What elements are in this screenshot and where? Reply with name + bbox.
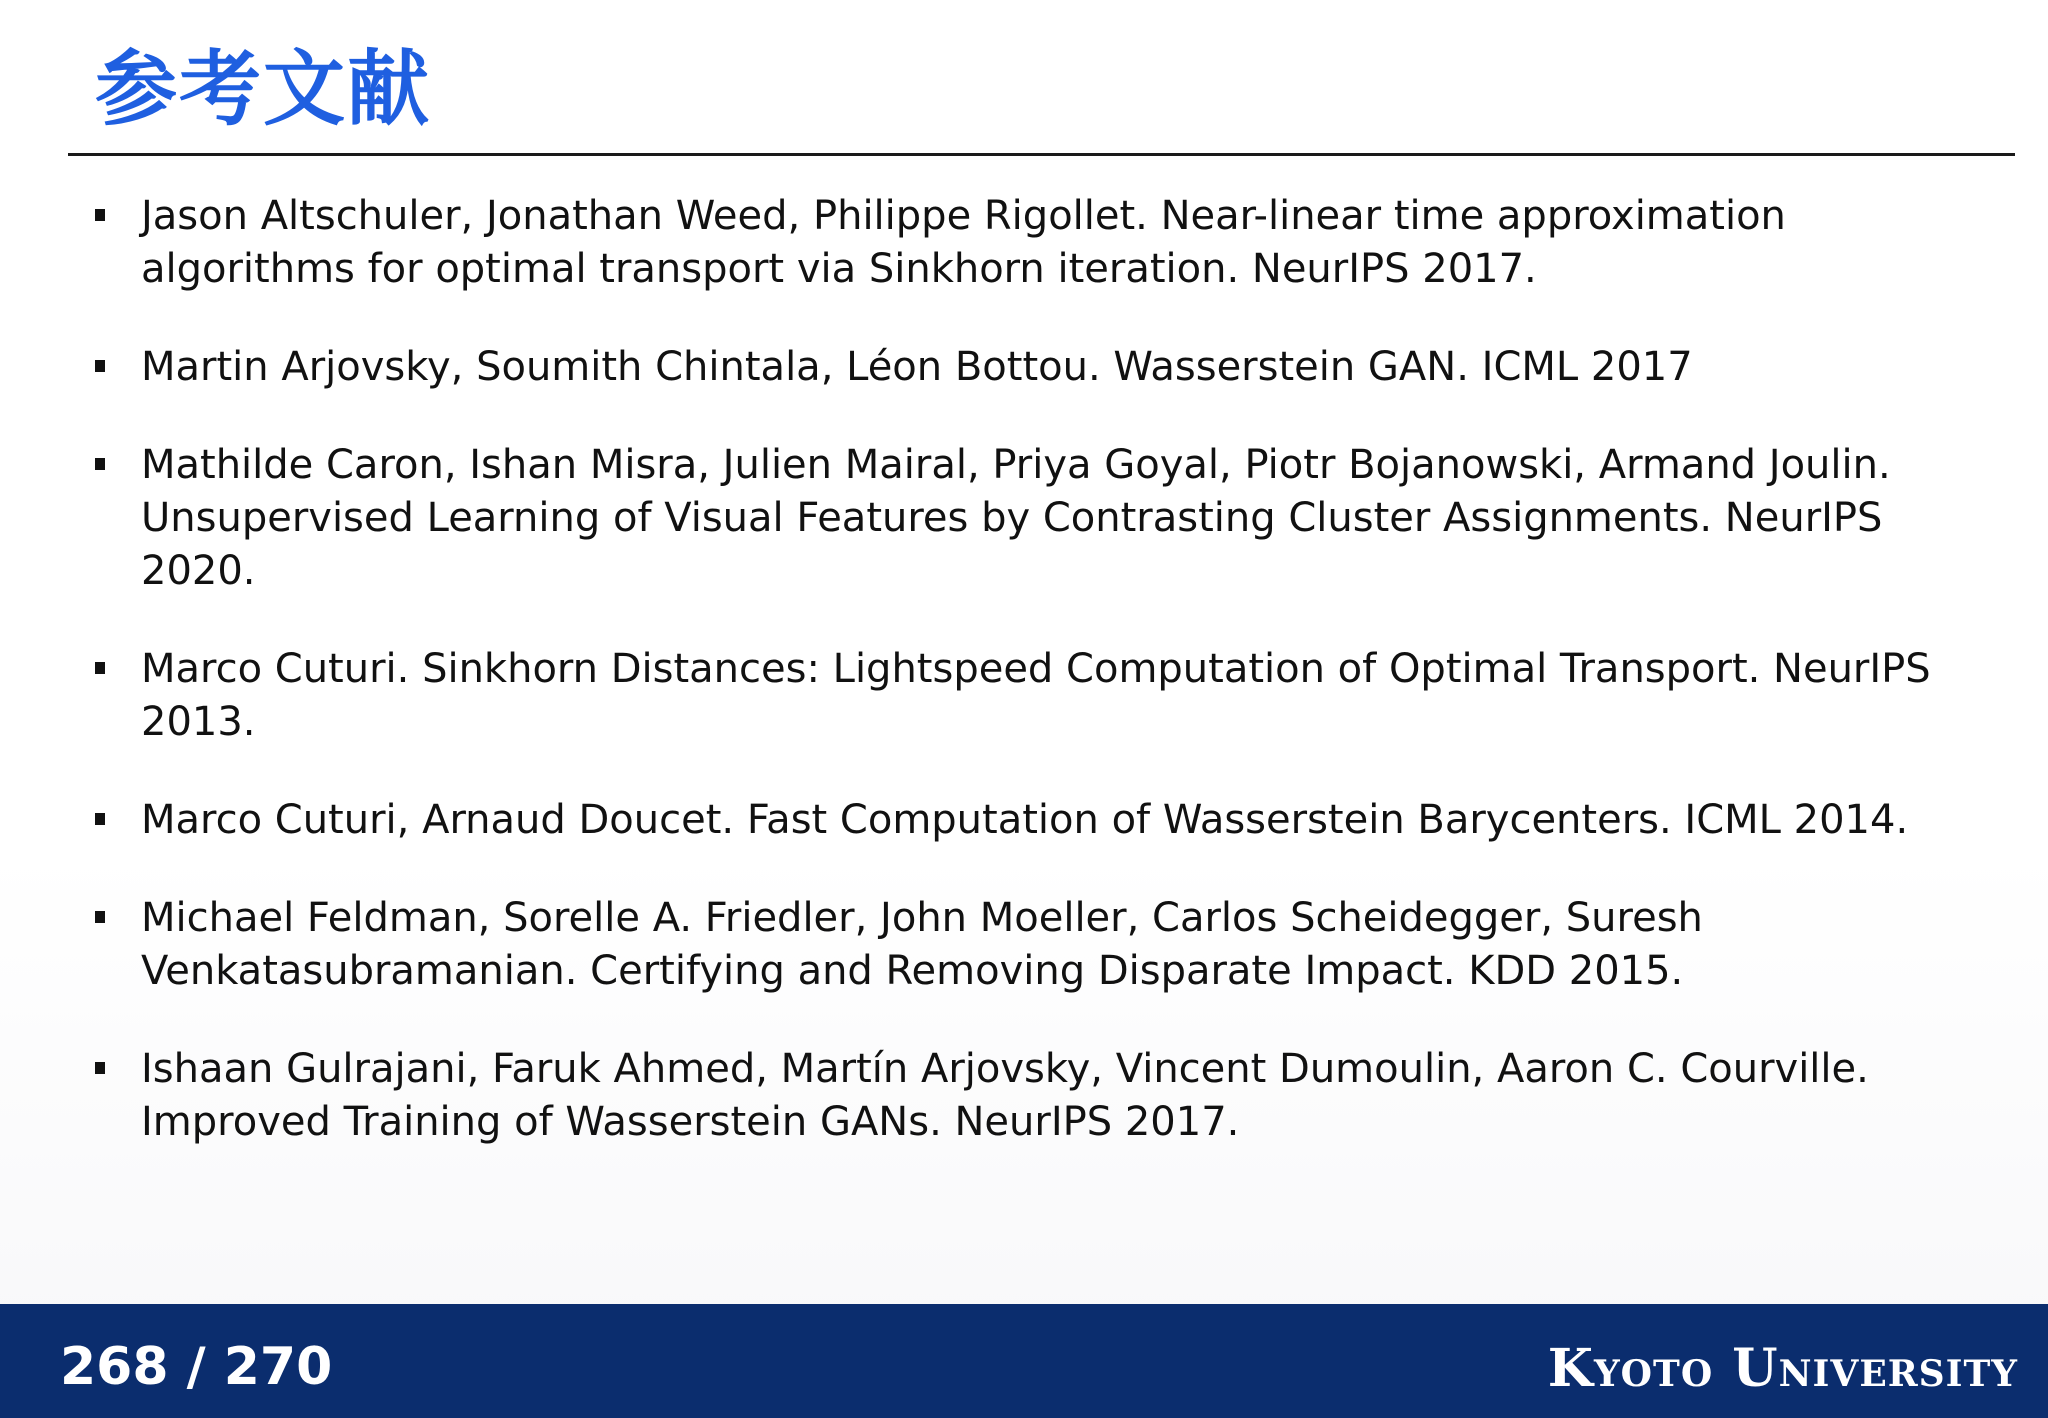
reference-item xyxy=(92,892,1992,998)
reference-text: Marco Cuturi. Sinkhorn Distances: Lightspeed Computation of Optimal Transport. NeurIPS 2013. xyxy=(141,646,1931,745)
reference-item xyxy=(92,1043,1992,1149)
reference-item xyxy=(92,794,1992,847)
reference-text: Michael Feldman, Sorelle A. Friedler, John Moeller, Carlos Scheidegger, Suresh Venkatasubramanian. Certifying and Removing Disparate Impact. KDD 2015. xyxy=(141,895,1703,994)
reference-item xyxy=(92,643,1992,749)
square-bullet-icon xyxy=(95,813,105,825)
reference-text: Ishaan Gulrajani, Faruk Ahmed, Martín Arjovsky, Vincent Dumoulin, Aaron C. Courville. Improved Training of Wasserstein GANs. NeurIPS 2017. xyxy=(141,1046,1869,1145)
slide-title: 参考文献 xyxy=(95,42,432,137)
reference-item xyxy=(92,190,1992,296)
reference-text: Jason Altschuler, Jonathan Weed, Philippe Rigollet. Near-linear time approximation algorithms for optimal transport via Sinkhorn iteration. NeurIPS 2017. xyxy=(141,193,1786,292)
reference-text: Marco Cuturi, Arnaud Doucet. Fast Computation of Wasserstein Barycenters. ICML 2014. xyxy=(141,797,1909,843)
square-bullet-icon xyxy=(95,662,105,674)
university-logo-text: Kyoto University xyxy=(1547,1338,2018,1399)
square-bullet-icon xyxy=(95,360,105,372)
reference-text: Mathilde Caron, Ishan Misra, Julien Mairal, Priya Goyal, Piotr Bojanowski, Armand Joulin. Unsupervised Learning of Visual Features by Contrasting Cluster Assignments. NeurIPS 2020. xyxy=(141,442,1891,594)
reference-list xyxy=(92,190,1992,1194)
reference-text: Martin Arjovsky, Soumith Chintala, Léon Bottou. Wasserstein GAN. ICML 2017 xyxy=(141,344,1693,390)
square-bullet-icon xyxy=(95,1062,105,1074)
square-bullet-icon xyxy=(95,458,105,470)
footer-bar xyxy=(0,1304,2048,1418)
title-divider xyxy=(68,153,2015,156)
reference-item xyxy=(92,439,1992,598)
reference-item xyxy=(92,341,1992,394)
page-number: 268 / 270 xyxy=(60,1337,333,1397)
square-bullet-icon xyxy=(95,911,105,923)
square-bullet-icon xyxy=(95,209,105,221)
